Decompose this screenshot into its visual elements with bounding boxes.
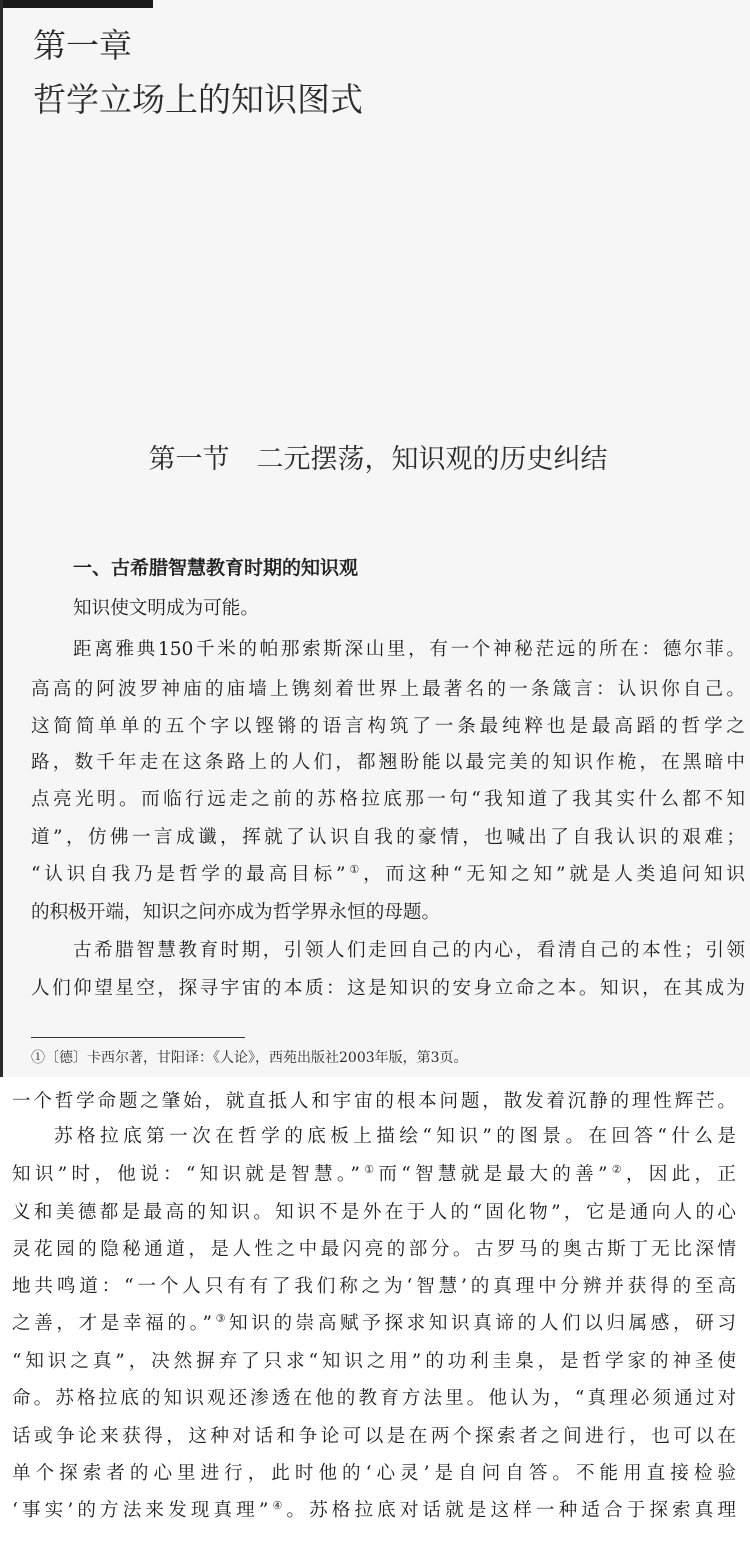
footnote-marker: ④ [268, 1498, 287, 1512]
footnote-marker: ① [359, 1162, 379, 1176]
paragraph-line: 人们仰望星空，探寻宇宙的本质：这是知识的安身立命之本。知识，在其成为 [31, 978, 745, 999]
paragraph-line: 灵花园的隐秘通道，是人性之中最闪亮的部分。古罗马的奥古斯丁无比深情 [12, 1239, 736, 1260]
paragraph-line: 距离雅典150千米的帕那索斯深山里，有一个神秘茫远的所在：德尔菲。 [73, 639, 745, 660]
cropped-header-fragment [3, 0, 153, 8]
footnote: ①〔德〕卡西尔著，甘阳译：《人论》，西苑出版社2003年版，第3页。 [31, 1050, 468, 1066]
paragraph-line [31, 862, 745, 885]
paragraph-line: 路，数千年走在这条路上的人们，都翘盼能以最完美的知识作桅，在黑暗中 [31, 752, 745, 773]
footnote-marker: ③ [211, 1311, 230, 1325]
text-run: 。苏格拉底对话就是这样一种适合于探索真理 [286, 1500, 736, 1521]
footnote-marker: ① [345, 862, 364, 876]
paragraph-line: 古希腊智慧教育时期，引领人们走回自己的内心，看清自己的本性；引领 [73, 940, 745, 961]
paragraph-line: “知识之真”，决然摒弃了只求“知识之用”的功利圭臬，是哲学家的神圣使 [12, 1351, 736, 1372]
paragraph-line: 苏格拉底第一次在哲学的底板上描绘“知识”的图景。在回答“什么是 [54, 1126, 736, 1147]
paragraph-line: 话或争论来获得，这种对话和争论可以是在两个探索者之间进行，也可以在 [12, 1426, 736, 1447]
footnote-marker: ② [607, 1162, 626, 1176]
text-run: ‘事实’的方法来发现真理” [12, 1500, 269, 1521]
text-run: 之善，才是幸福的。” [12, 1313, 212, 1334]
text-run: 知识的崇高赋予探求知识真谛的人们以归属感，研习 [229, 1313, 736, 1334]
paragraph-line: 知识使文明成为可能。 [73, 598, 259, 619]
paragraph-line [12, 1162, 736, 1185]
footnote-divider [31, 1037, 245, 1038]
paragraph-line: 一个哲学命题之肇始，就直抵人和宇宙的根本问题，散发着沉静的理性辉芒。 [12, 1091, 736, 1112]
text-run: 而“智慧就是最大的善” [378, 1164, 608, 1185]
paragraph-line: 点亮光明。而临行远走之前的苏格拉底那一句“我知道了我其实什么都不知 [31, 789, 745, 810]
paragraph-line: 这简简单单的五个字以铿锵的语言构筑了一条最纯粹也是最高蹈的哲学之 [31, 716, 745, 737]
text-run: ，因此，正 [625, 1164, 736, 1185]
section-title: 第一节 二元摆荡，知识观的历史纠结 [148, 444, 608, 475]
text-run: “认识自我乃是哲学的最高目标” [31, 864, 346, 885]
paragraph-line [12, 1311, 736, 1334]
text-run: 知识”时，他说：“知识就是智慧。” [12, 1164, 360, 1185]
paragraph-line: 单个探索者的心里进行，此时他的‘心灵’是自问自答。不能用直接检验 [12, 1463, 736, 1484]
paragraph-line: 义和美德都是最高的知识。知识不是外在于人的“固化物”，它是通向人的心 [12, 1202, 736, 1223]
chapter-label: 第一章 [33, 26, 132, 65]
text-run: ，而这种“无知之知”就是人类追问知识 [363, 864, 745, 885]
paragraph-line [12, 1498, 736, 1521]
chapter-title: 哲学立场上的知识图式 [33, 80, 363, 119]
paragraph-line: 命。苏格拉底的知识观还渗透在他的教育方法里。他认为，“真理必须通过对 [12, 1388, 736, 1409]
paragraph-line: 的积极开端，知识之问亦成为哲学界永恒的母题。 [31, 902, 441, 923]
subsection-title: 一、古希腊智慧教育时期的知识观 [73, 557, 359, 579]
paragraph-line: 地共鸣道：“一个人只有有了我们称之为‘智慧’的真理中分辨并获得的至高 [12, 1276, 736, 1297]
paragraph-line: 道”，仿佛一言成谶，挥就了认识自我的豪情，也喊出了自我认识的艰难； [31, 827, 745, 848]
paragraph-line: 高高的阿波罗神庙的庙墙上镌刻着世界上最著名的一条箴言：认识你自己。 [31, 679, 745, 700]
